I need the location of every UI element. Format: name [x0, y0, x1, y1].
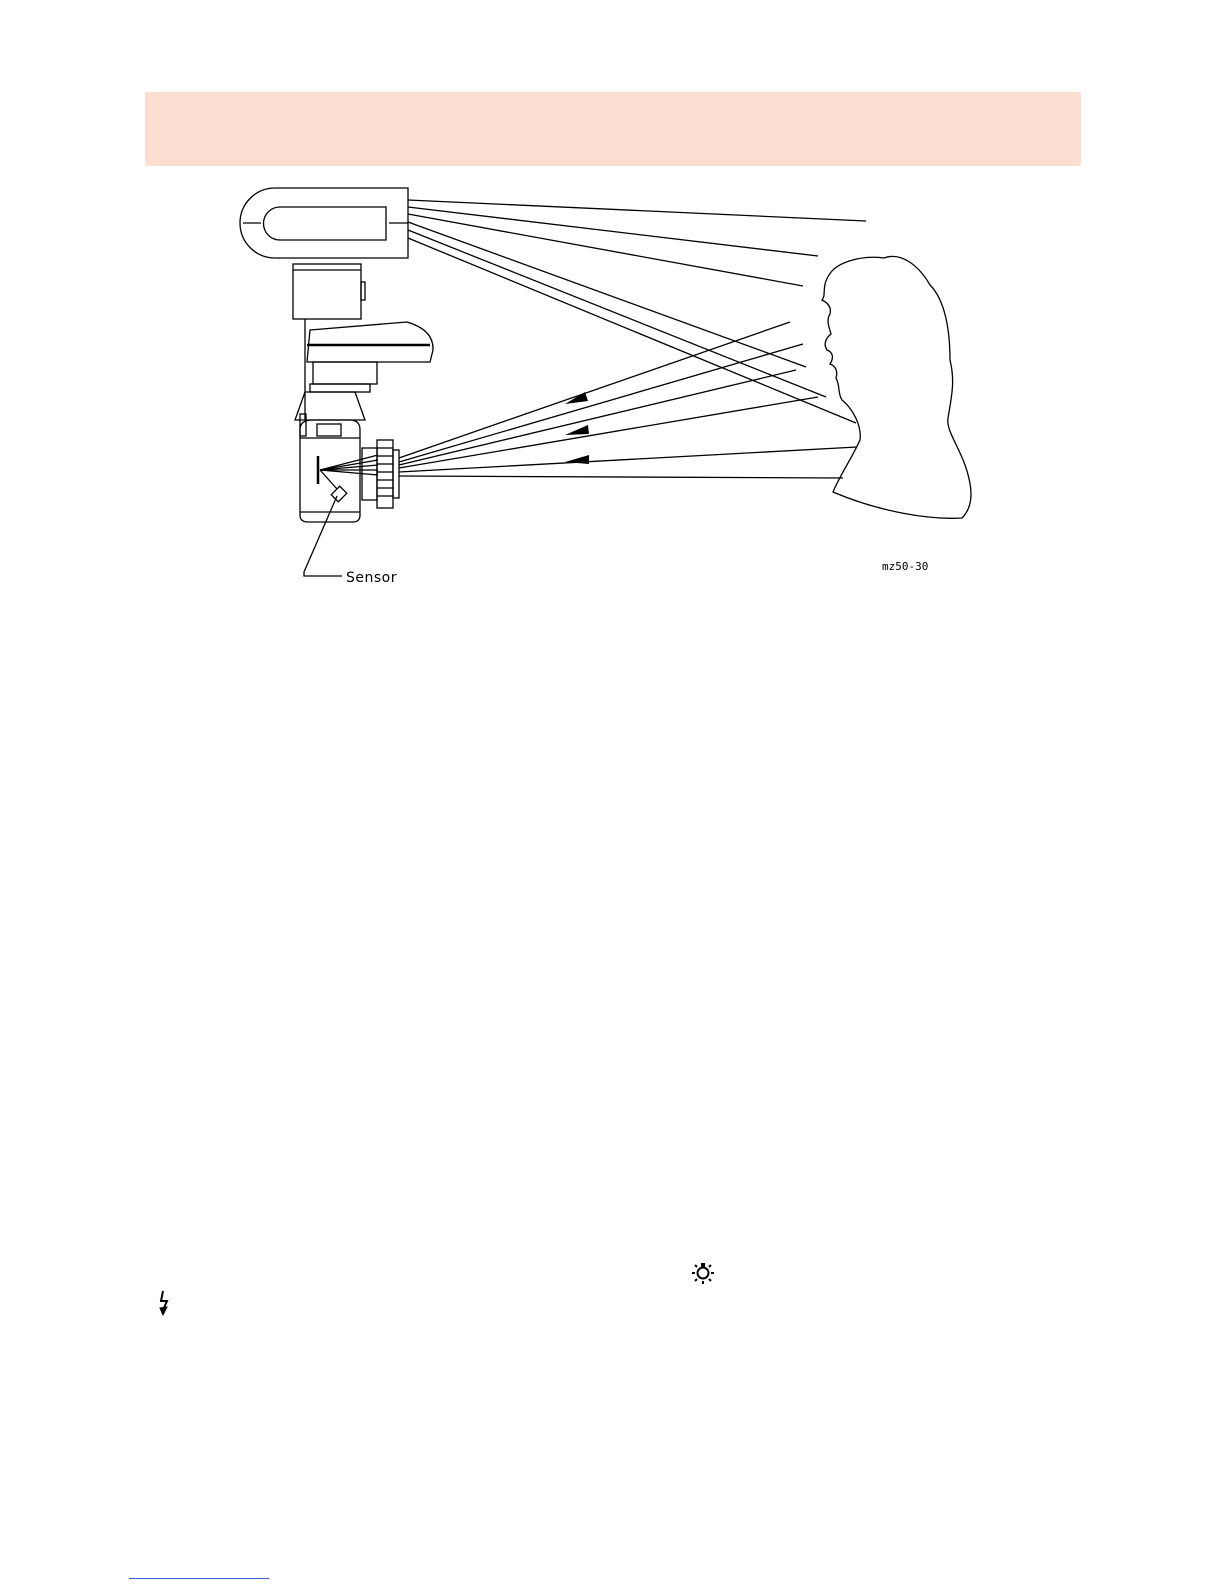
flash-body: [293, 264, 433, 436]
ray-arrowheads: [565, 392, 589, 464]
camera-body: [300, 420, 399, 522]
flash-head: [240, 188, 408, 258]
flash-rays: [408, 200, 866, 423]
sensor-leader-line: [304, 496, 342, 576]
flash-metering-diagram: [0, 0, 1225, 620]
figure-code: mz50-30: [882, 560, 929, 573]
sun-icon: [690, 1259, 716, 1285]
diagram-drawing: [0, 0, 1225, 620]
sensor-label: Sensor: [346, 570, 397, 586]
footer-rule: [129, 1578, 269, 1579]
subject-silhouette: [822, 256, 971, 518]
flash-icon: [158, 1290, 174, 1316]
